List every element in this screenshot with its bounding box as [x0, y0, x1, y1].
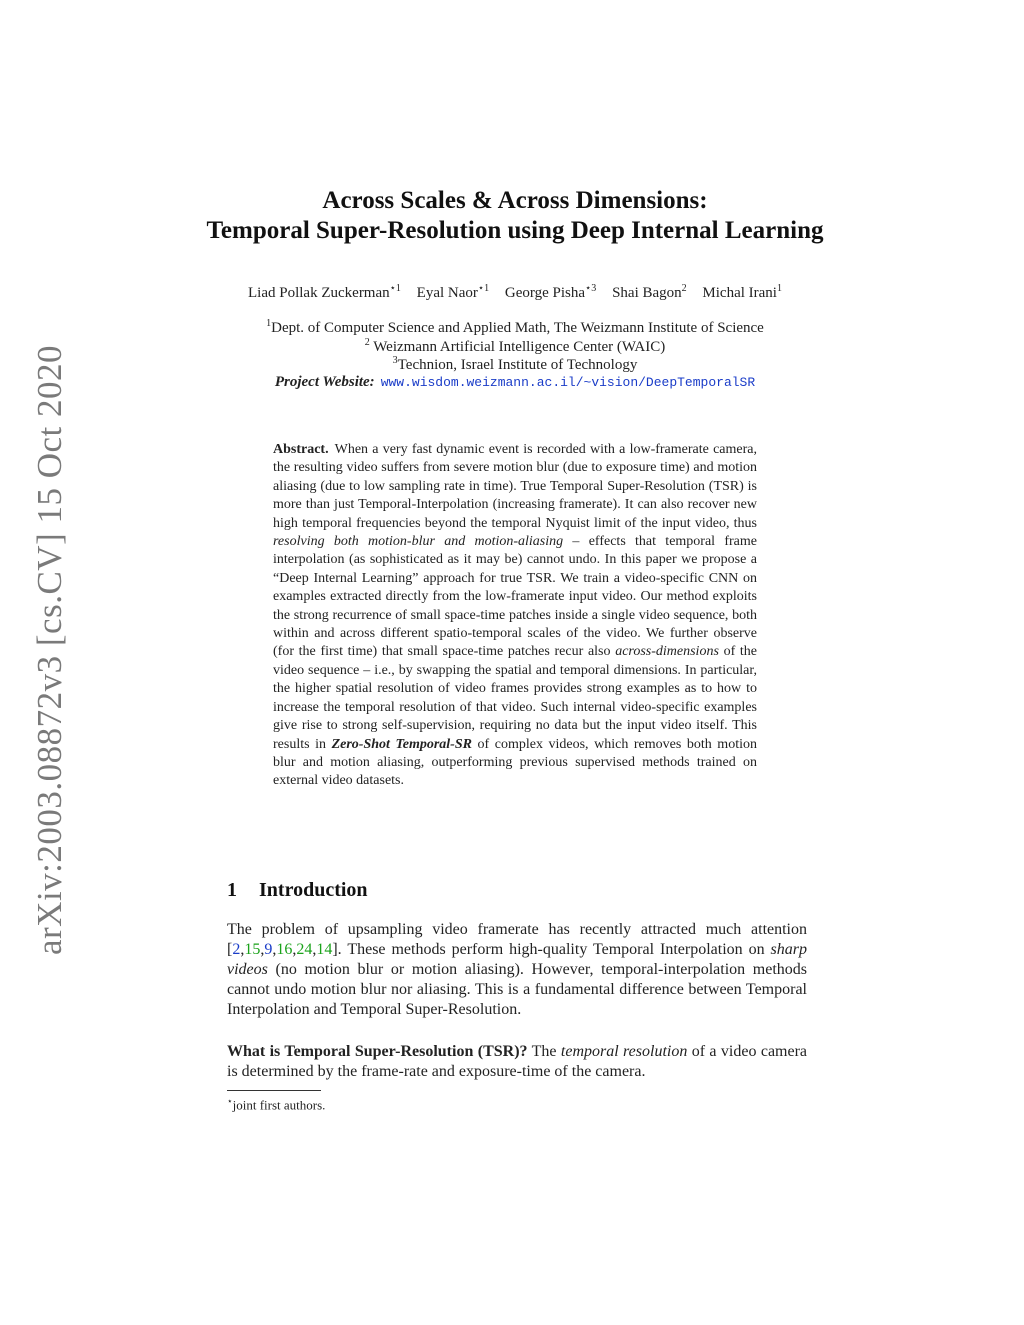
author-name: Liad Pollak Zuckerman: [248, 285, 390, 301]
affiliation-text: Dept. of Computer Science and Applied Math, The Weizmann Institute of Science: [271, 320, 764, 336]
project-website: [120, 374, 910, 391]
affiliation: [120, 337, 910, 356]
affiliation-mark: 3: [392, 355, 398, 366]
footnote-rule: [227, 1090, 321, 1091]
arxiv-stamp: [28, 344, 72, 956]
citation-link[interactable]: 24: [296, 941, 313, 958]
section-title: Introduction: [259, 879, 368, 901]
author-mark: ⋆1: [477, 283, 490, 294]
author-mark: 2: [681, 283, 687, 294]
footnote-mark: ⋆: [227, 1096, 233, 1106]
citation-link[interactable]: 9: [264, 941, 273, 958]
paragraph-heading: What is Temporal Super-Resolution (TSR)?: [227, 1043, 528, 1060]
body-text: The problem of upsampling video framerate has recently attracted much attention [: [227, 921, 807, 958]
affiliation-text: Technion, Israel Institute of Technology: [397, 357, 638, 373]
abstract-text: of the video sequence – i.e., by swapping the spatial and temporal dimensions. In particular, the higher spatial resolution of video frames provides strong examples as to how to increase the temporal resolution of that video. Such internal video-specific examples give rise to strong self-supervision, requiring no data but the input video itself. This results in: [273, 644, 758, 752]
author: [248, 285, 401, 301]
section-heading: [227, 879, 368, 902]
author-name: Eyal Naor: [416, 285, 478, 301]
body-emphasis: sharp videos: [227, 941, 807, 978]
abstract-text: of complex videos, which removes both motion blur and motion aliasing, outperforming previous supervised methods trained on external video datasets.: [273, 736, 757, 789]
author-list: [120, 283, 910, 302]
abstract-emphasis: resolving both motion-blur and motion-aliasing: [273, 534, 564, 550]
author-name: Shai Bagon: [612, 285, 682, 301]
affiliation-mark: 2: [364, 337, 370, 348]
citation-link[interactable]: 2: [232, 941, 241, 958]
citation-link[interactable]: 14: [316, 941, 333, 958]
author: [505, 285, 596, 301]
author: [417, 285, 490, 301]
abstract: [273, 441, 757, 791]
author: [702, 285, 782, 301]
website-link[interactable]: www.wisdom.weizmann.ac.il/~vision/DeepTemporalSR: [380, 375, 756, 390]
citation-link[interactable]: 15: [244, 941, 261, 958]
intro-paragraph: The problem of upsampling video framerate has recently attracted much attention [2,15,9,16,24,14]. These methods perform high-quality Temporal Interpolation on sharp videos (no motion blur or motion aliasing). However, temporal-interpolation methods cannot undo motion blur nor aliasing. This is a fundamental difference between Temporal Interpolation and Temporal Super-Resolution.: [227, 921, 807, 1018]
footnote-text: joint first authors.: [232, 1097, 326, 1113]
affiliation: [120, 355, 910, 374]
abstract-text: When a very fast dynamic event is recorded with a low-framerate camera, the resulting video suffers from severe motion blur (due to exposure time) and motion aliasing (due to low sampling rate in time). True Temporal Super-Resolution (TSR) is more than just Temporal-Interpolation (increasing framerate). It can also recover new high temporal frequencies beyond the temporal Nyquist limit of the input video, thus: [273, 442, 757, 531]
abstract-heading: Abstract.: [273, 442, 329, 457]
body-text: The: [527, 1043, 561, 1060]
affiliation-text: Weizmann Artificial Intelligence Center (WAIC): [369, 339, 666, 355]
paper-title-line-2: Temporal Super-Resolution using Deep Internal Learning: [206, 217, 824, 244]
paper-title-line-1: Across Scales & Across Dimensions:: [322, 187, 708, 214]
body-text: of a video camera is determined by the frame-rate and exposure-time of the camera.: [227, 1043, 808, 1080]
tsr-paragraph: [227, 1042, 807, 1082]
body-emphasis: temporal resolution: [560, 1043, 688, 1060]
author: [612, 285, 687, 301]
abstract-emphasis: across-dimensions: [615, 644, 719, 660]
abstract-text: – effects that temporal frame interpolation (as sophisticated as it may be) cannot undo. In this paper we propose a “Deep Internal Learning” approach for true TSR. We train a video-specific CNN on examples extracted directly from the low-framerate input video. Our method exploits the strong recurrence of small space-time patches inside a single video sequence, both within and across different spatio-temporal scales of the video. We further observe (for the first time) that small space-time patches recur also: [273, 534, 757, 660]
author-mark: ⋆3: [585, 283, 597, 294]
abstract-strong-emphasis: Zero-Shot Temporal-SR: [331, 736, 472, 752]
author-name: George Pisha: [504, 285, 586, 301]
footnote: [227, 1096, 325, 1113]
author-name: Michal Irani: [702, 285, 777, 301]
citation-link[interactable]: 16: [276, 941, 293, 958]
affiliation: [120, 318, 910, 337]
section-number: 1: [227, 879, 237, 901]
body-text: (no motion blur or motion aliasing). However, temporal-interpolation methods cannot undo motion blur nor aliasing. This is a fundamental difference between Temporal Interpolation and Temporal Super-Resolution.: [227, 961, 807, 1018]
website-label: Project Website:: [274, 374, 375, 390]
arxiv-stamp-text: arXiv:2003.08872v3 [cs.CV] 15 Oct 2020: [30, 344, 69, 956]
author-mark: 1: [776, 283, 782, 294]
body-text: ]. These methods perform high-quality Temporal Interpolation on: [332, 941, 771, 958]
author-mark: ⋆1: [389, 283, 401, 294]
affiliation-mark: 1: [266, 318, 272, 329]
